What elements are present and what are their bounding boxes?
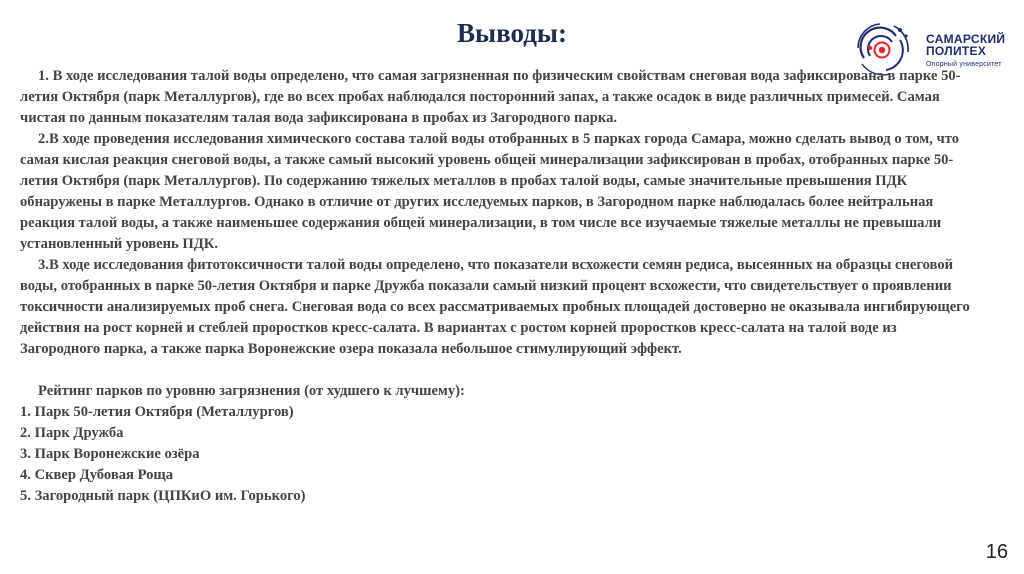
ranking-item: 5. Загородный парк (ЦПКиО им. Горького) <box>20 488 306 504</box>
ranking-item: 1. Парк 50-летия Октября (Металлургов) <box>20 404 294 420</box>
park-ranking <box>20 381 980 507</box>
ranking-title: Рейтинг парков по уровню загрязнения (от худшего к лучшему): <box>38 383 465 399</box>
ranking-item: 3. Парк Воронежские озёра <box>20 446 200 462</box>
slide-title: Выводы: <box>457 18 567 48</box>
ranking-item: 4. Сквер Дубовая Роща <box>20 467 174 483</box>
logo-subtitle: Опорный университет <box>926 61 1002 68</box>
conclusions-body <box>20 66 980 507</box>
logo-name-line1: САМАРСКИЙ <box>926 32 1006 46</box>
logo-name-line2: ПОЛИТЕХ <box>926 44 987 58</box>
ranking-item: 2. Парк Дружба <box>20 425 124 441</box>
page-number: 16 <box>985 541 1008 563</box>
conclusion-2: 2.В ходе проведения исследования химического состава талой воды отобранных в 5 парках города Самара, можно сделать вывод о том, что самая кислая реакция снеговой воды, а также самый высокий уровень общей минерализации зафиксирован в пробах, отобранных парке 50-летия Октября (парк Металлургов). По содержанию тяжелых металлов в пробах талой воды, самые значительные превышения ПДК обнаружены в парке Металлургов. Однако в отличие от других исследуемых парков, в Загородном парке наблюдалась более нейтральная реакция талой воды, а также наименьшее содержания общей минерализации, в том числе все изучаемые тяжелые металлы не превышали установленный уровень ПДК. <box>20 131 960 252</box>
conclusion-3: 3.В ходе исследования фитотоксичности талой воды определено, что показатели всхожести семян редиса, высеянных на образцы снеговой воды, отобранных в парке 50-летия Октября и парке Дружба показали самый низкий процент всхожести, что свидетельствует о проявлении токсичности анализируемых проб снега. Снеговая вода со всех рассматриваемых пробных площадей достоверно не оказывала ингибирующего действия на рост корней и стеблей проростков кресс-салата. В вариантах с ростом корней проростков кресс-салата на талой воде из Загородного парка, а также парка Воронежские озера показала небольшое стимулирующий эффект. <box>20 257 970 357</box>
conclusion-1: 1. В ходе исследования талой воды определено, что самая загрязненная по физическим свойствам снеговая вода зафиксирована в парке 50-летия Октября (парк Металлургов), где во всех пробах наблюдался посторонний запах, а также осадок в виде различных примесей. Самая чистая по данным показателям талая вода зафиксирована в пробах из Загородного парка. <box>20 68 961 126</box>
